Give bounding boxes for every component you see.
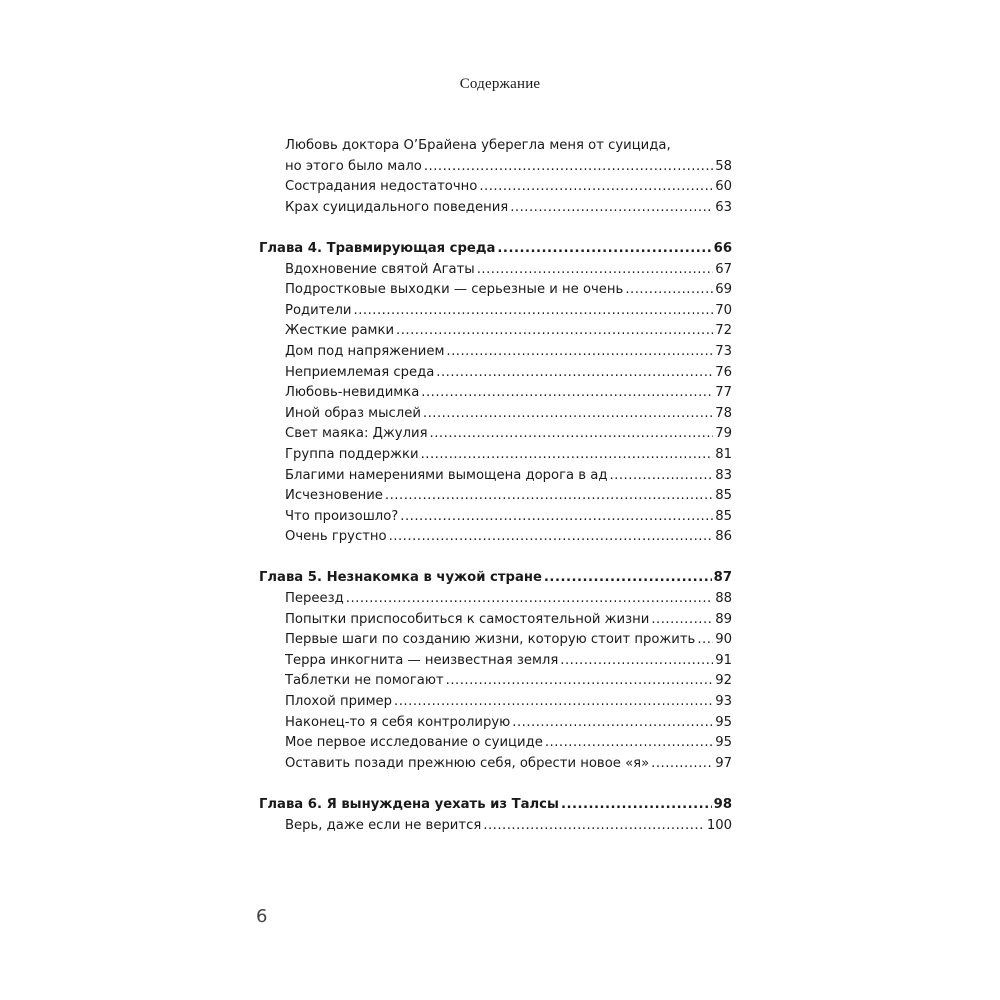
toc-chapter-4 xyxy=(259,239,732,260)
toc-page-number: 87 xyxy=(713,570,732,586)
dot-leader xyxy=(385,486,713,507)
dot-leader xyxy=(396,321,713,342)
page-number: 6 xyxy=(256,906,268,927)
toc-entry xyxy=(259,589,732,610)
toc-page-number: 60 xyxy=(715,179,732,195)
dot-leader xyxy=(651,754,713,775)
dot-leader xyxy=(400,507,713,528)
dot-leader xyxy=(421,383,713,404)
dot-leader xyxy=(477,260,714,281)
toc-entry xyxy=(259,383,732,404)
toc-page-number: 91 xyxy=(715,652,732,668)
toc-entry-title: Плохой пример xyxy=(285,694,393,710)
toc-page-number: 89 xyxy=(715,611,732,627)
toc-chapter-6 xyxy=(259,795,732,816)
toc-entry xyxy=(259,342,732,363)
dot-leader xyxy=(609,466,713,487)
dot-leader xyxy=(423,404,713,425)
toc-page-number: 73 xyxy=(715,343,732,359)
toc-entry xyxy=(259,198,732,219)
toc-entry-title: Попытки приспособиться к самостоятельной жизни xyxy=(285,611,650,627)
toc-entry-title: Любовь-невидимка xyxy=(285,385,420,401)
toc-entry xyxy=(259,445,732,466)
toc-entry-title: Очень грустно xyxy=(285,529,387,545)
dot-leader xyxy=(446,671,714,692)
toc-page-number: 69 xyxy=(715,282,732,298)
toc-page-number: 98 xyxy=(713,797,732,812)
toc-entry-title: Дом под напряжением xyxy=(285,343,445,359)
toc-entry-title: Крах суицидального поведения xyxy=(285,199,509,215)
toc-entry-title: Терра инкогнита — неизвестная земля xyxy=(285,652,559,668)
toc-page-number: 88 xyxy=(715,591,732,607)
dot-leader xyxy=(560,651,713,672)
toc-entry xyxy=(259,404,732,425)
toc-entry-title: Мое первое исследование о суициде xyxy=(285,735,543,751)
toc-page-number: 100 xyxy=(706,817,732,833)
toc-entry-title: Вдохновение святой Агаты xyxy=(285,261,475,277)
toc-entry-title: Переезд xyxy=(285,591,344,607)
dot-leader xyxy=(483,816,705,837)
dot-leader xyxy=(354,301,714,322)
toc-entry xyxy=(259,177,732,198)
dot-leader xyxy=(544,568,712,589)
dot-leader xyxy=(545,733,713,754)
toc-page-number: 85 xyxy=(715,508,732,524)
toc-entry-title: Оставить позади прежнюю себя, обрести новое «я» xyxy=(285,755,650,771)
toc-page-number: 66 xyxy=(713,240,732,256)
toc-entry xyxy=(259,630,732,651)
toc-entry-title: Верь, даже если не верится xyxy=(285,817,482,833)
toc-page-number: 58 xyxy=(715,158,732,174)
toc-entry xyxy=(259,301,732,322)
dot-leader xyxy=(394,692,713,713)
dot-leader xyxy=(512,713,713,734)
toc-entry xyxy=(259,321,732,342)
toc-page-number: 81 xyxy=(715,446,732,462)
toc-entry-title: Благими намерениями вымощена дорога в ад xyxy=(285,467,608,483)
toc-entry xyxy=(259,671,732,692)
toc-page-number: 86 xyxy=(715,529,732,545)
dot-leader xyxy=(421,445,714,466)
dot-leader xyxy=(651,610,713,631)
toc-entry-title: Первые шаги по созданию жизни, которую стоит прожить xyxy=(285,632,696,648)
toc-page-number: 72 xyxy=(715,323,732,339)
dot-leader xyxy=(389,527,714,548)
toc-entry-line: Любовь доктора О’Брайена уберегла меня от суицида, xyxy=(285,138,671,153)
toc-page-number: 76 xyxy=(715,364,732,380)
toc-page-number: 63 xyxy=(715,199,732,215)
toc-entry-title: Исчезновение xyxy=(285,488,383,504)
toc-entry xyxy=(259,363,732,384)
toc-entry xyxy=(259,486,732,507)
toc-page-number: 97 xyxy=(715,755,732,771)
toc-page-number: 95 xyxy=(715,714,732,730)
toc-entry-title: Что произошло? xyxy=(285,508,399,524)
toc-entry xyxy=(259,692,732,713)
dot-leader xyxy=(510,198,713,219)
toc-entry-title: Сострадания недостаточно xyxy=(285,179,478,195)
toc-page-number: 95 xyxy=(715,735,732,751)
toc-page-number: 92 xyxy=(715,673,732,689)
toc-page-number: 78 xyxy=(715,405,732,421)
dot-leader xyxy=(479,177,713,198)
dot-leader xyxy=(424,157,713,178)
toc-entry xyxy=(259,610,732,631)
toc-entry xyxy=(259,816,732,837)
toc-entry-title: Подростковые выходки — серьезные и не очень xyxy=(285,282,624,298)
toc-entry xyxy=(259,157,732,178)
toc-page-number: 85 xyxy=(715,488,732,504)
toc-page-number: 83 xyxy=(715,467,732,483)
toc-chapter-title: Глава 5. Незнакомка в чужой стране xyxy=(259,570,542,586)
toc-entry-title: Группа поддержки xyxy=(285,446,419,462)
toc-entry-title: Наконец-то я себя контролирую xyxy=(285,714,511,730)
toc-entry xyxy=(259,713,732,734)
dot-leader xyxy=(697,630,713,651)
toc-entry-title: Иной образ мыслей xyxy=(285,405,421,421)
toc-entry-title: Таблетки не помогают xyxy=(285,673,444,689)
toc-entry xyxy=(259,507,732,528)
toc-entry xyxy=(259,466,732,487)
toc-page-number: 77 xyxy=(715,385,732,401)
toc-entry xyxy=(259,754,732,775)
toc-page-number: 67 xyxy=(715,261,732,277)
dot-leader xyxy=(446,342,713,363)
dot-leader xyxy=(561,795,712,816)
toc-page-number: 90 xyxy=(715,632,732,648)
toc-page-number: 93 xyxy=(715,694,732,710)
toc-page-number: 79 xyxy=(715,426,732,442)
toc-entry-title: Жесткие рамки xyxy=(285,323,395,339)
dot-leader xyxy=(625,280,713,301)
dot-leader xyxy=(430,424,714,445)
toc-entry-title: Неприемлемая среда xyxy=(285,364,435,380)
toc-chapter-5 xyxy=(259,568,732,589)
dot-leader xyxy=(436,363,713,384)
toc-chapter-title: Глава 6. Я вынуждена уехать из Талсы xyxy=(259,797,559,812)
toc-entry xyxy=(259,733,732,754)
toc-entry xyxy=(259,527,732,548)
toc-entry-title: Свет маяка: Джулия xyxy=(285,426,428,442)
table-of-contents xyxy=(259,136,732,836)
running-head: Содержание xyxy=(459,76,541,92)
toc-chapter-title: Глава 4. Травмирующая среда xyxy=(259,240,496,256)
toc-entry xyxy=(259,280,732,301)
toc-entry-title: Родители xyxy=(285,302,352,318)
dot-leader xyxy=(497,239,711,260)
dot-leader xyxy=(346,589,713,610)
toc-entry xyxy=(259,260,732,281)
toc-page-number: 70 xyxy=(715,302,732,318)
toc-entry xyxy=(259,651,732,672)
toc-entry xyxy=(259,424,732,445)
toc-entry-title: но этого было мало xyxy=(285,158,422,174)
